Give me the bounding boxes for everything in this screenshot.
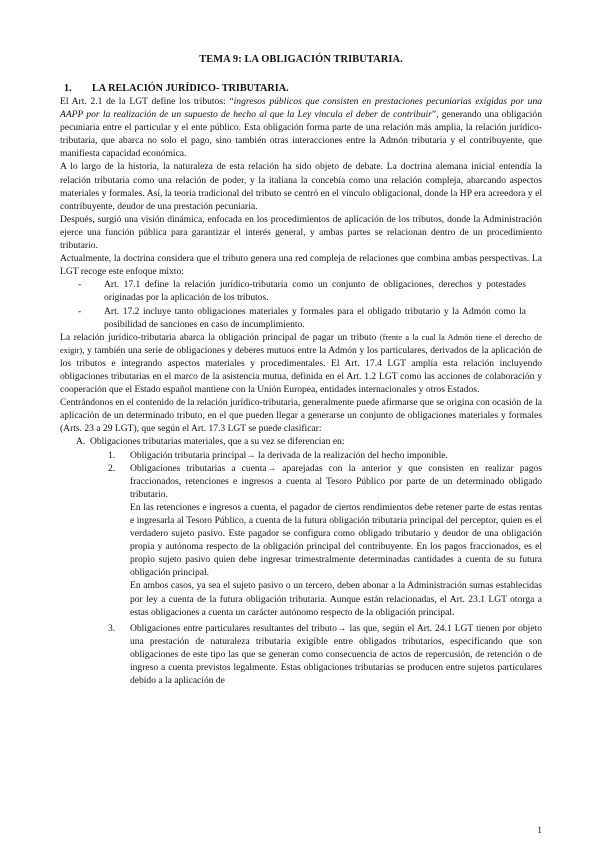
section-heading [60, 83, 542, 94]
indented-block [60, 501, 542, 619]
paragraph-content: Centrándonos en el contenido de la relación jurídico-tributaria, generalmente puede afirmarse que se origina con ocasión de la aplicación de un determinado tributo, en el que pueden llegar a generarse un conjunto de obligaciones materiales y formales (Arts. 23 a 29 LGT), que según el Art. 17.3 LGT se puede clasificar: [60, 397, 542, 435]
page-number: 1 [537, 826, 542, 836]
paragraph-both-cases: En ambos casos, ya sea el sujeto pasivo o un tercero, deben abonar a la Administración sumas establecidas por ley a cuenta de la futura obligación tributaria. Aunque están relacionadas, el Art. 23.1 LGT otorga a estas obligaciones a cuenta un carácter autónomo respecto de la obligación principal. [130, 580, 542, 618]
section-number: 1. [64, 83, 72, 94]
list-item: 1. Obligación tributaria principal→ la derivada de la realización del hecho imponible. [108, 449, 448, 461]
list-item-a: A. Obligaciones tributarias materiales, que a su vez se diferencian en: [76, 436, 345, 448]
quoted-definition: ingresos públicos que consisten en prestaciones pecuniarias exigidas por una AAPP por la realización de un supuesto de hecho al que la Ley vincula el deber de contribuir [60, 96, 542, 121]
paragraph-retentions: En las retenciones e ingresos a cuenta, el pagador de ciertos rendimientos debe retener parte de estas rentas e ingresarla al Tesoro Público, a cuenta de la futura obligación tributaria principal del perceptor, quien es el verdadero sujeto pasivo. Este pagador se configura como obligado tributario y deudor de una obligación propia y autónoma respecto de la obligación principal del contribuyente. En los pagos fraccionados, es el propio sujeto pasivo quien debe ingresar trimestralmente determinadas cantidades a cuenta de su futura obligación principal. [130, 501, 542, 579]
paragraph-relation-scope: La relación jurídico-tributaria abarca la obligación principal de pagar un tributo (frente a la cual la Admón tiene el derecho de exigir), y también una serie de obligaciones y deberes mutuos entre la Admón y los particulares, derivados de la aplicación de los tributos e integrando aspectos materiales y procedimentales. El Art. 17.4 LGT amplía esta relación incluyendo obligaciones tributarias en el marco de la asistencia mutua, definida en el Art. 1.2 LGT como las acciones de colaboración y cooperación que el Estado español mantiene con la Unión Europea, entidades internacionales y otros Estados. [60, 331, 542, 396]
document-title: TEMA 9: LA OBLIGACIÓN TRIBUTARIA. [199, 54, 403, 65]
list-item: 2. Obligaciones tributarias a cuenta→ aparejadas con la anterior y que consisten en realizar pagos fraccionados, retenciones e ingresos a cuenta al Tesoro Público por parte de un determinado obligado tributario. [108, 462, 542, 500]
list-item: - Art. 17.1 define la relación jurídico-tributaria como un conjunto de obligaciones, derechos y potestades originadas por la aplicación de los tributos. [78, 279, 526, 304]
paragraph-dynamic-view: Después, surgió una visión dinámica, enfocada en los procedimientos de aplicación de los tributos, donde la Administración ejerce una función pública para garantizar el interés general, y ambas partes se relacionan dentro de un procedimiento tributario. [60, 213, 542, 252]
paragraph-definition: El Art. 2.1 de la LGT define los tributos: “ingresos públicos que consisten en prestaciones pecuniarias exigidas por una AAPP por la realización de un supuesto de hecho al que la Ley vincula el deber de contribuir”, generando una obligación pecuniaria entre el particular y el ente público. Esta obligación forma parte de una relación más amplia, la relación jurídico-tributaria, que abarca no solo el pago, sino también otras interacciones entre la Admón tributaria y el contribuyente, que manifiesta capacidad económica. [60, 96, 542, 160]
paragraph-history: A lo largo de la historia, la naturaleza de esta relación ha sido objeto de debate. La doctrina alemana inicial entendía la relación tributaria como una relación de poder, y la italiana la concebía como una relación compleja, abarcando aspectos materiales y formales. Así, la teoría tradicional del tributo se centró en el vínculo obligacional, donde la HP era acreedora y el contribuyente, deudor de una prestación pecuniaria. [60, 161, 542, 212]
section-title: LA RELACIÓN JURÍDICO- TRIBUTARIA. [92, 83, 289, 94]
list-item: - Art. 17.2 incluye tanto obligaciones materiales y formales para el obligado tributario y la Admón como la posibilidad de sanciones en caso de incumplimiento. [78, 305, 526, 330]
list-item: 3. Obligaciones entre particulares resultantes del tributo→ las que, según el Art. 24.1 LGT tienen por objeto una prestación de naturaleza tributaria exigible entre obligados tributarios, especificando que son obligaciones de este tipo las que se generan como consecuencia de actos de repercusión, de retención o de ingreso a cuenta previstos legalmente. Estas obligaciones tributarias se producen entre sujetos particulares debido a la aplicación de [108, 622, 542, 687]
paragraph-current-doctrine: Actualmente, la doctrina considera que el tributo genera una red compleja de relaciones que combina ambas perspectivas. La LGT recoge este enfoque mixto: [60, 253, 542, 278]
document-page [60, 54, 542, 687]
